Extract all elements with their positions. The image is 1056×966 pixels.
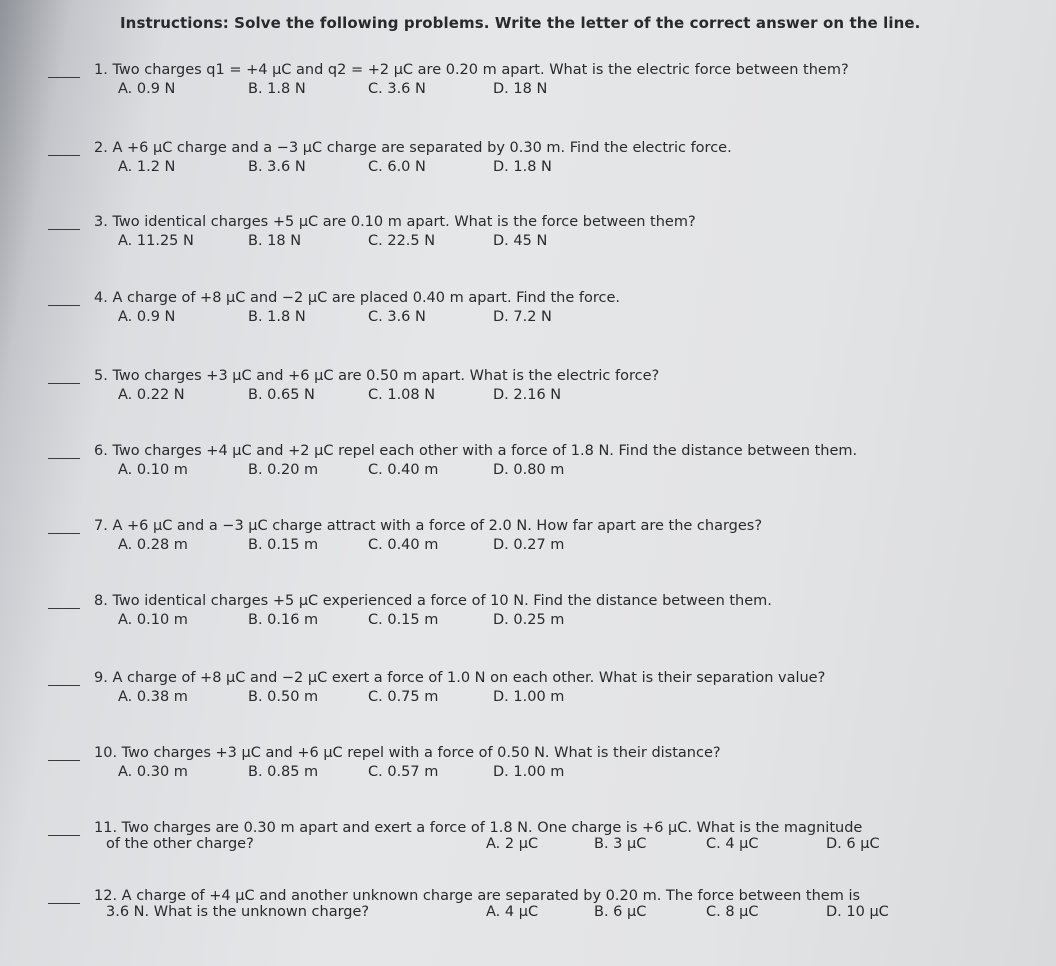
question-item <box>48 745 1048 784</box>
answer-choice-b: B. 0.16 m <box>248 612 319 628</box>
answer-line[interactable] <box>48 383 80 384</box>
answer-choice-d: D. 7.2 N <box>493 309 552 325</box>
question-item <box>48 140 1048 179</box>
question-item <box>48 368 1048 407</box>
answer-choice-a: A. 4 μC <box>486 904 539 920</box>
question-item <box>48 290 1048 329</box>
answer-choice-c: C. 0.40 m <box>368 537 439 553</box>
answer-choice-d: D. 0.27 m <box>493 537 565 553</box>
question-row <box>48 745 1048 761</box>
answer-choice-b: B. 1.8 N <box>248 309 306 325</box>
answer-choice-d: D. 6 μC <box>826 836 880 852</box>
question-text: A charge of +4 μC and another unknown charge are separated by 0.20 m. The force between them is <box>121 888 861 904</box>
answer-choices <box>48 764 1048 784</box>
question-text: Two charges +3 μC and +6 μC are 0.50 m apart. What is the electric force? <box>112 368 660 384</box>
question-number: 3. <box>94 214 108 230</box>
answer-choices <box>48 462 1048 482</box>
question-row <box>48 518 1048 534</box>
question-text-continued <box>106 904 1048 920</box>
question-item <box>48 443 1048 482</box>
question-text: Two charges q1 = +4 μC and q2 = +2 μC are 0.20 m apart. What is the electric force between them? <box>112 62 849 78</box>
answer-choice-c: C. 6.0 N <box>368 159 426 175</box>
question-row <box>48 443 1048 459</box>
question-row <box>48 820 1048 836</box>
answer-choice-d: D. 10 μC <box>826 904 889 920</box>
question-item <box>48 670 1048 709</box>
answer-choice-c: C. 22.5 N <box>368 233 436 249</box>
answer-choice-a: A. 0.10 m <box>118 612 188 628</box>
question-text: A charge of +8 μC and −2 μC exert a force of 1.0 N on each other. What is their separation value? <box>112 670 826 686</box>
answer-choice-a: A. 0.9 N <box>118 81 176 97</box>
question-number: 5. <box>94 368 108 384</box>
answer-choice-c: C. 8 μC <box>706 904 759 920</box>
answer-choice-a: A. 0.9 N <box>118 309 176 325</box>
answer-choice-a: A. 0.30 m <box>118 764 188 780</box>
answer-choice-b: B. 18 N <box>248 233 302 249</box>
question-row <box>48 140 1048 156</box>
answer-choice-b: B. 3.6 N <box>248 159 306 175</box>
answer-choice-d: D. 2.16 N <box>493 387 562 403</box>
answer-choice-d: D. 18 N <box>493 81 548 97</box>
question-row <box>48 62 1048 78</box>
question-row <box>48 593 1048 609</box>
answer-choice-d: D. 1.00 m <box>493 764 565 780</box>
question-text: Two charges +3 μC and +6 μC repel with a force of 0.50 N. What is their distance? <box>121 745 721 761</box>
question-row <box>48 670 1048 686</box>
question-item <box>48 593 1048 632</box>
question-text: Two identical charges +5 μC experienced a force of 10 N. Find the distance between them. <box>112 593 772 609</box>
question-text: Two charges +4 μC and +2 μC repel each other with a force of 1.8 N. Find the distance between them. <box>112 443 858 459</box>
question-text: Two charges are 0.30 m apart and exert a force of 1.8 N. One charge is +6 μC. What is the magnitude <box>121 820 863 836</box>
answer-choice-a: A. 2 μC <box>486 836 539 852</box>
question-number: 2. <box>94 140 108 156</box>
question-text: A charge of +8 μC and −2 μC are placed 0.40 m apart. Find the force. <box>112 290 621 306</box>
answer-choice-c: C. 1.08 N <box>368 387 436 403</box>
answer-choice-c: C. 0.15 m <box>368 612 439 628</box>
answer-choice-a: A. 1.2 N <box>118 159 176 175</box>
answer-choice-c: C. 0.75 m <box>368 689 439 705</box>
question-number: 1. <box>94 62 108 78</box>
question-number: 10. <box>94 745 118 761</box>
question-row <box>48 214 1048 230</box>
answer-choice-a: A. 11.25 N <box>118 233 194 249</box>
answer-choice-b: B. 0.65 N <box>248 387 315 403</box>
answer-choices <box>48 309 1048 329</box>
question-row <box>48 888 1048 904</box>
answer-choice-a: A. 0.38 m <box>118 689 188 705</box>
answer-choices <box>48 387 1048 407</box>
question-row <box>48 368 1048 384</box>
answer-choice-d: D. 1.00 m <box>493 689 565 705</box>
answer-choices <box>48 537 1048 557</box>
answer-choice-d: D. 45 N <box>493 233 548 249</box>
question-text-line2: of the other charge? <box>106 836 254 852</box>
answer-line[interactable] <box>48 305 80 306</box>
answer-choice-b: B. 0.50 m <box>248 689 319 705</box>
question-text-line2: 3.6 N. What is the unknown charge? <box>106 904 370 920</box>
answer-choice-c: C. 4 μC <box>706 836 759 852</box>
answer-choice-d: D. 0.25 m <box>493 612 565 628</box>
answer-choice-c: C. 0.57 m <box>368 764 439 780</box>
question-number: 8. <box>94 593 108 609</box>
answer-line[interactable] <box>48 458 80 459</box>
question-number: 4. <box>94 290 108 306</box>
answer-choice-c: C. 3.6 N <box>368 309 426 325</box>
question-item <box>48 62 1048 101</box>
answer-line[interactable] <box>48 229 80 230</box>
answer-choices <box>48 612 1048 632</box>
instructions: Instructions: Solve the following problems. Write the letter of the correct answer on the line. <box>120 14 921 32</box>
answer-choices <box>48 689 1048 709</box>
answer-choices <box>48 159 1048 179</box>
answer-choice-d: D. 1.8 N <box>493 159 552 175</box>
answer-line[interactable] <box>48 760 80 761</box>
question-number: 7. <box>94 518 108 534</box>
answer-choice-b: B. 0.85 m <box>248 764 319 780</box>
answer-choice-b: B. 0.15 m <box>248 537 319 553</box>
question-text: A +6 μC and a −3 μC charge attract with a force of 2.0 N. How far apart are the charges? <box>112 518 763 534</box>
question-number: 11. <box>94 820 118 836</box>
question-item <box>48 820 1048 852</box>
answer-choices <box>48 233 1048 253</box>
answer-line[interactable] <box>48 533 80 534</box>
question-text: A +6 μC charge and a −3 μC charge are separated by 0.30 m. Find the electric force. <box>112 140 732 156</box>
question-item <box>48 518 1048 557</box>
answer-choice-b: B. 3 μC <box>594 836 647 852</box>
answer-line[interactable] <box>48 685 80 686</box>
answer-choice-b: B. 1.8 N <box>248 81 306 97</box>
answer-line[interactable] <box>48 608 80 609</box>
answer-choice-d: D. 0.80 m <box>493 462 565 478</box>
answer-choice-c: C. 0.40 m <box>368 462 439 478</box>
answer-line[interactable] <box>48 77 80 78</box>
answer-choice-c: C. 3.6 N <box>368 81 426 97</box>
question-item <box>48 214 1048 253</box>
answer-choice-a: A. 0.28 m <box>118 537 188 553</box>
answer-choice-b: B. 6 μC <box>594 904 647 920</box>
question-number: 6. <box>94 443 108 459</box>
question-number: 12. <box>94 888 118 904</box>
answer-choices <box>48 81 1048 101</box>
answer-line[interactable] <box>48 155 80 156</box>
answer-choice-a: A. 0.10 m <box>118 462 188 478</box>
answer-line[interactable] <box>48 903 80 904</box>
answer-choice-b: B. 0.20 m <box>248 462 319 478</box>
question-text-continued <box>106 836 1048 852</box>
question-number: 9. <box>94 670 108 686</box>
question-item <box>48 888 1048 920</box>
question-row <box>48 290 1048 306</box>
question-text: Two identical charges +5 μC are 0.10 m apart. What is the force between them? <box>112 214 696 230</box>
answer-line[interactable] <box>48 835 80 836</box>
answer-choice-a: A. 0.22 N <box>118 387 185 403</box>
